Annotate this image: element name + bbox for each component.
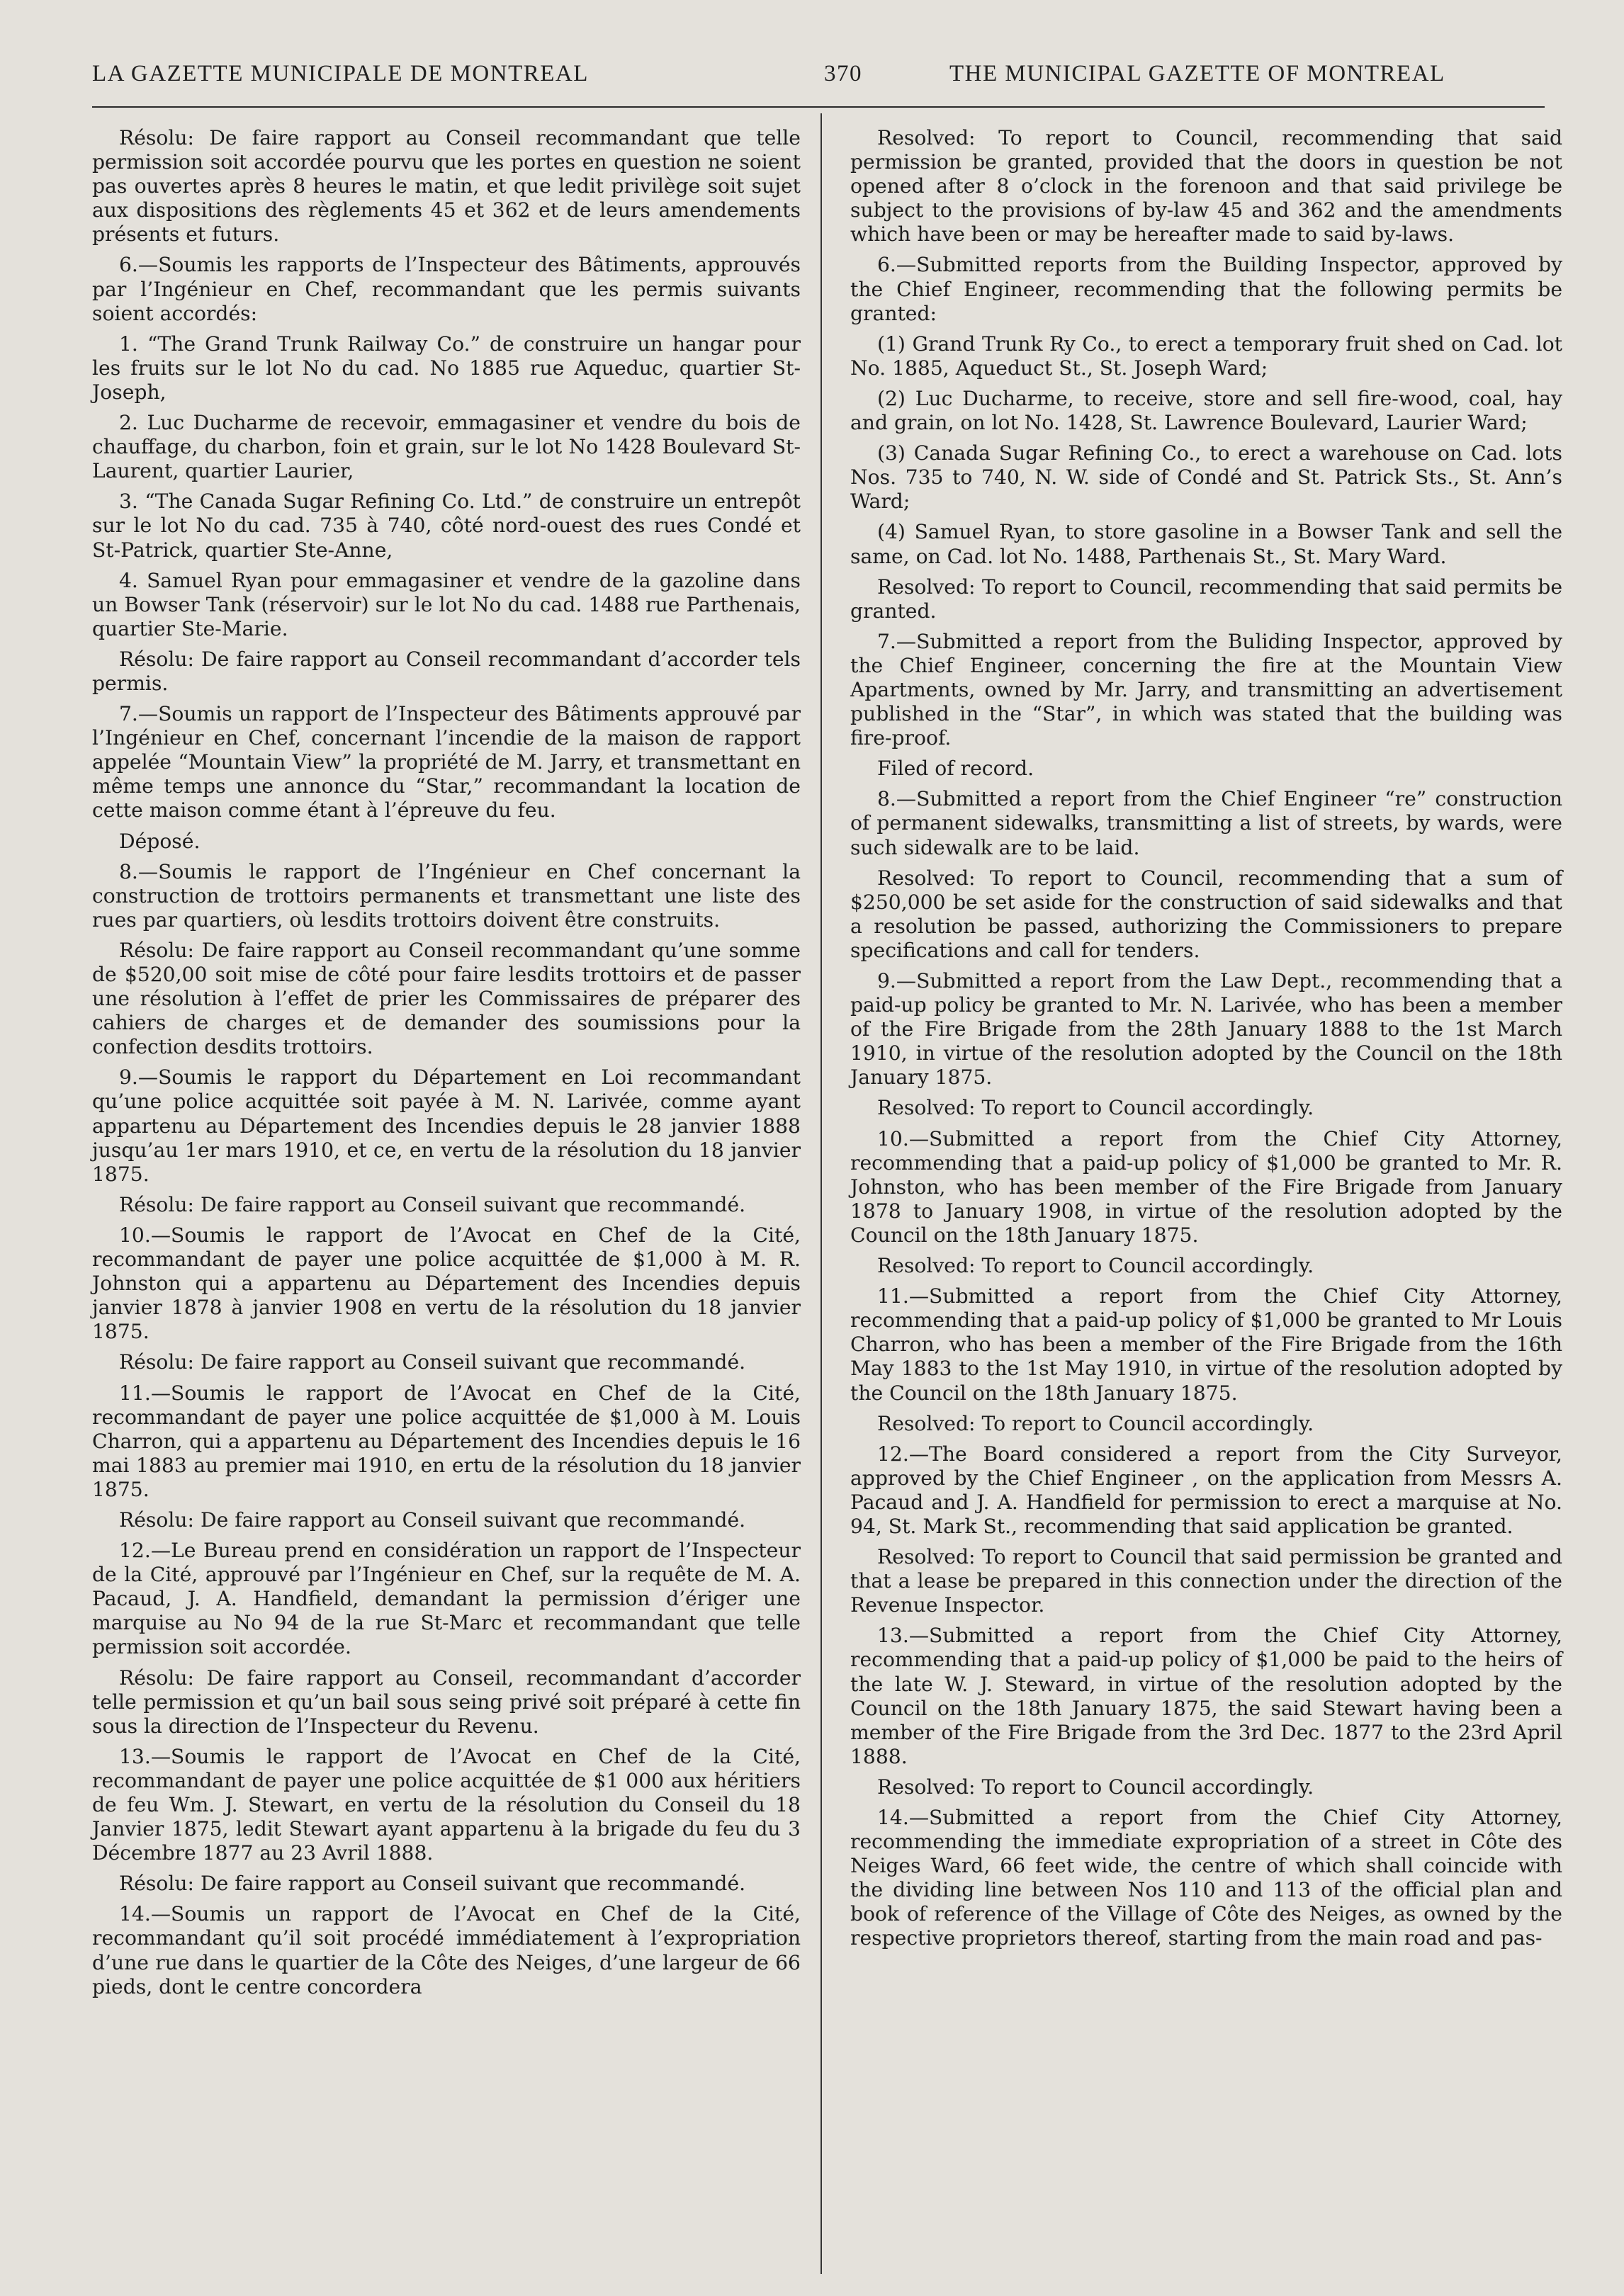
paragraph: 7.—Soumis un rapport de l’Inspecteur des Bâtiments approuvé par l’Ingénieur en Chef, concernant l’incendie de la maison de rapport appelée “Mountain View” la propriété de M. Jarry, et transmettant en même temps une annonce du “Star,” recommandant la location de cette maison comme étant à l’épreuve du feu. [92, 702, 801, 822]
paragraph: 12.—The Board considered a report from the City Surveyor, approved by the Chief Engineer , on the application from Messrs A. Pacaud and J. A. Handfield for permission to erect a marquise at No. 94, St. Mark St., recommending that said application be granted. [850, 1442, 1562, 1538]
paragraph: Resolved: To report to Council accordingly. [877, 1096, 1314, 1120]
paragraph: 2. Luc Ducharme de recevoir, emmagasiner et vendre du bois de chauffage, du charbon, foin et grain, sur le lot No 1428 Boulevard St-Laurent, quartier Laurier, [92, 411, 801, 483]
header-french-title: LA GAZETTE MUNICIPALE DE MONTREAL [92, 61, 589, 86]
paragraph: (1) Grand Trunk Ry Co., to erect a temporary fruit shed on Cad. lot No. 1885, Aqueduct St., St. Joseph Ward; [850, 332, 1562, 380]
header-english-title: THE MUNICIPAL GAZETTE OF MONTREAL [949, 61, 1445, 86]
paragraph: 3. “The Canada Sugar Refining Co. Ltd.” de construire un entrepôt sur le lot No du cad. 735 à 740, côté nord-ouest des rues Condé et St-Patrick, quartier Ste-Anne, [92, 490, 801, 562]
paragraph: (2) Luc Ducharme, to receive, store and sell fire-wood, coal, hay and grain, on lot No. 1428, St. Lawrence Boulevard, Laurier Ward; [850, 386, 1562, 435]
paragraph: 11.—Soumis le rapport de l’Avocat en Chef de la Cité, recommandant de payer une police acquittée de $1,000 à M. Louis Charron, qui a appartenu au Département des Incendies depuis le 16 mai 1883 au premier mai 1910, en ertu de la résolution du 18 janvier 1875. [92, 1381, 801, 1501]
paragraph: 11.—Submitted a report from the Chief City Attorney, recommending that a paid-up policy of $1,000 be granted to Mr Louis Charron, who has been a member of the Fire Brigade from the 16th May 1883 to the 1st May 1910, in virtue of the resolution adopted by the Council on the 18th January 1875. [850, 1284, 1562, 1405]
paragraph: 6.—Soumis les rapports de l’Inspecteur des Bâtiments, approuvés par l’Ingénieur en Chef, recommandant que les permis suivants soient accordés: [92, 253, 801, 325]
paragraph: Résolu: De faire rapport au Conseil recommandant qu’une somme de $520,00 soit mise de côté pour faire lesdits trottoirs et de passer une résolution à l’effet de prier les Commissaires de préparer des cahiers de charges et de demander des soumissions pour la confection desdits trottoirs. [92, 938, 801, 1059]
paragraph: 13.—Soumis le rapport de l’Avocat en Chef de la Cité, recommandant de payer une police acquittée de $1 000 aux héritiers de feu Wm. J. Stewart, en vertu de la résolution du Conseil du 18 Janvier 1875, ledit Stewart ayant appartenu à la brigade du feu du 3 Décembre 1877 au 23 Avril 1888. [92, 1744, 801, 1865]
paragraph: 14.—Soumis un rapport de l’Avocat en Chef de la Cité, recommandant qu’il soit procédé immédiatement à l’expropriation d’une rue dans le quartier de la Côte des Neiges, d’une largeur de 66 pieds, dont le centre concordera [92, 1902, 801, 1998]
paragraph: Resolved: To report to Council, recommending that said permits be granted. [850, 575, 1562, 623]
header-rule [92, 106, 1545, 108]
paragraph: Resolved: To report to Council that said permission be granted and that a lease be prepared in this connection under the direction of the Revenue Inspector. [850, 1545, 1562, 1617]
paragraph: 12.—Le Bureau prend en considération un rapport de l’Inspecteur de la Cité, approuvé par l’Ingénieur en Chef, sur la requête de M. A. Pacaud, J. A. Handfield, demandant la permission d’ériger une marquise au No 94 de la rue St-Marc et recommandant que telle permission soit accordée. [92, 1539, 801, 1659]
paragraph: 8.—Soumis le rapport de l’Ingénieur en Chef concernant la construction de trottoirs permanents et transmettant une liste des rues par quartiers, où lesdits trottoirs doivent être construits. [92, 859, 801, 932]
page-header [0, 51, 1624, 94]
paragraph: Filed of record. [877, 757, 1034, 781]
paragraph: Résolu: De faire rapport au Conseil suivant que recommandé. [119, 1350, 746, 1374]
paragraph: Résolu: De faire rapport au Conseil recommandant que telle permission soit accordée pourvu que les portes en question ne soient pas ouvertes après 8 heures le matin, et que ledit privilège soit sujet aux dispositions des règlements 45 et 362 et de leurs amendements présents et futurs. [92, 126, 801, 247]
english-column [850, 126, 1562, 1957]
paragraph: 1. “The Grand Trunk Railway Co.” de construire un hangar pour les fruits sur le lot No du cad. No 1885 rue Aqueduc, quartier St-Joseph, [92, 332, 801, 404]
column-divider [821, 113, 822, 2274]
paragraph: Resolved: To report to Council, recommending that a sum of $250,000 be set aside for the construction of said sidewalks and that a resolution be passed, authorizing the Commissioners to prepare specifications and call for tenders. [850, 866, 1562, 962]
paragraph: Déposé. [119, 829, 201, 853]
paragraph: 8.—Submitted a report from the Chief Engineer “re” construction of permanent sidewalks, transmitting a list of streets, by wards, were such sidewalk are to be laid. [850, 787, 1562, 859]
paragraph: Résolu: De faire rapport au Conseil recommandant d’accorder tels permis. [92, 647, 801, 695]
page-number: 370 [824, 61, 862, 86]
paragraph: 10.—Soumis le rapport de l’Avocat en Chef de la Cité, recommandant de payer une police acquittée de $1,000 à M. R. Johnston qui a appartenu au Département des Incendies depuis janvier 1878 à janvier 1908 en vertu de la résolution du 18 janvier 1875. [92, 1223, 801, 1344]
paragraph: 4. Samuel Ryan pour emmagasiner et vendre de la gazoline dans un Bowser Tank (réservoir) sur le lot No du cad. 1488 rue Parthenais, quartier Ste-Marie. [92, 568, 801, 640]
paragraph: (4) Samuel Ryan, to store gasoline in a Bowser Tank and sell the same, on Cad. lot No. 1488, Parthenais St., St. Mary Ward. [850, 520, 1562, 568]
paragraph: 9.—Soumis le rapport du Département en Loi recommandant qu’une police acquittée soit payée à M. N. Larivée, comme ayant appartenu au Département des Incendies depuis le 28 janvier 1888 jusqu’au 1er mars 1910, et ce, en vertu de la résolution du 18 janvier 1875. [92, 1065, 801, 1186]
paragraph: 13.—Submitted a report from the Chief City Attorney, recommending that a paid-up policy of $1,000 be paid to the heirs of the late W. J. Steward, in virtue of the resolution adopted by the Council on the 18th January 1875, the said Stewart having been a member of the Fire Brigade from the 3rd Dec. 1877 to the 23rd April 1888. [850, 1624, 1562, 1768]
paragraph: Resolved: To report to Council, recommending that said permission be granted, provided that the doors in question be not opened after 8 o’clock in the forenoon and that said privilege be subject to the provisions of by-law 45 and 362 and the amendments which have been or may be hereafter made to said by-laws. [850, 126, 1562, 247]
paragraph: Résolu: De faire rapport au Conseil, recommandant d’accorder telle permission et qu’un bail sous seing privé soit préparé à cette fin sous la direction de l’Inspecteur du Revenu. [92, 1666, 801, 1738]
paragraph: Resolved: To report to Council accordingly. [877, 1411, 1314, 1435]
paragraph: (3) Canada Sugar Refining Co., to erect a warehouse on Cad. lots Nos. 735 to 740, N. W. side of Condé and St. Patrick Sts., St. Ann’s Ward; [850, 441, 1562, 514]
paragraph: 7.—Submitted a report from the Buliding Inspector, approved by the Chief Engineer, concerning the fire at the Mountain View Apartments, owned by Mr. Jarry, and transmitting an advertisement published in the “Star”, in which was stated that the building was fire-proof. [850, 629, 1562, 750]
paragraph: 6.—Submitted reports from the Building Inspector, approved by the Chief Engineer, recommending that the following permits be granted: [850, 253, 1562, 325]
paragraph: Résolu: De faire rapport au Conseil suivant que recommandé. [119, 1192, 746, 1216]
paragraph: Resolved: To report to Council accordingly. [877, 1775, 1314, 1799]
paragraph: Résolu: De faire rapport au Conseil suivant que recommandé. [119, 1872, 746, 1896]
paragraph: Resolved: To report to Council accordingly. [877, 1254, 1314, 1278]
paragraph: 10.—Submitted a report from the Chief City Attorney, recommending that a paid-up policy of $1,000 be granted to Mr. R. Johnston, who has been member of the Fire Brigade from January 1878 to January 1908, in virtue of the resolution adopted by the Council on the 18th January 1875. [850, 1126, 1562, 1247]
paragraph: Résolu: De faire rapport au Conseil suivant que recommandé. [119, 1508, 746, 1532]
paragraph: 14.—Submitted a report from the Chief City Attorney, recommending the immediate expropriation of a street in Côte des Neiges Ward, 66 feet wide, the centre of which shall coincide with the dividing line between Nos 110 and 113 of the official plan and book of reference of the Village of Côte des Neiges, as owned by the respective proprietors thereof, starting from the main road and pas- [850, 1806, 1562, 1950]
paragraph: 9.—Submitted a report from the Law Dept., recommending that a paid-up policy be granted to Mr. N. Larivée, who has been a member of the Fire Brigade from the 28th January 1888 to the 1st March 1910, in virtue of the resolution adopted by the Council on the 18th January 1875. [850, 969, 1562, 1090]
french-column [92, 126, 801, 2006]
